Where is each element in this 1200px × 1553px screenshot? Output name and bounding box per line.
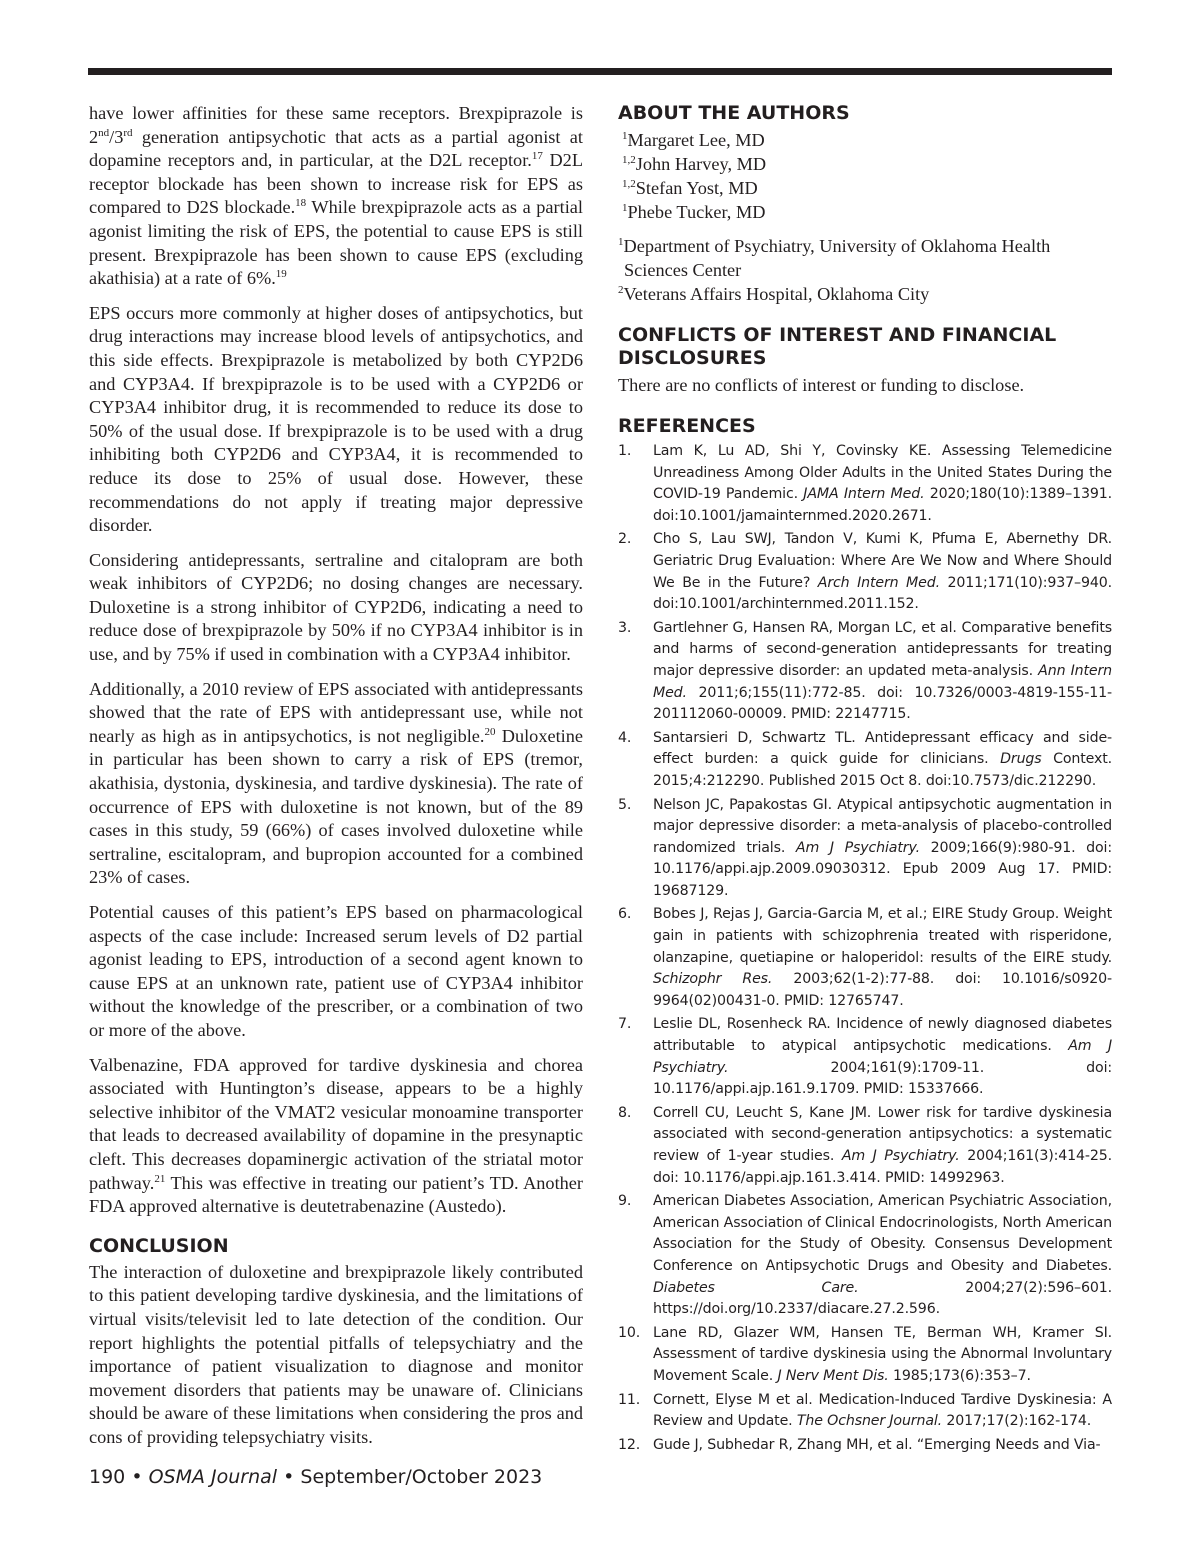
reference-number: 1. bbox=[618, 443, 632, 459]
text-run: Cho S, Lau SWJ, Tandon V, Kumi K, Pfuma E, Abernethy DR. Geriatric Drug Evaluation: Where Are We Now and Where Should We Be in the Future? bbox=[653, 531, 1112, 591]
affiliation-marker: 1 bbox=[622, 129, 628, 142]
text-run: 2004;27(2):596–601. https://doi.org/10.2337/diacare.27.2.596. bbox=[653, 1279, 1112, 1318]
text-run: Lane RD, Glazer WM, Hansen TE, Berman WH, Kramer SI. Assessment of tardive dyskinesia using the Abnormal Involuntary Movement Scale. bbox=[653, 1324, 1112, 1384]
journal-title: Am J Psychiatry. bbox=[841, 1148, 960, 1164]
citation-superscript: 20 bbox=[484, 725, 496, 738]
affiliation-text: Sciences Center bbox=[624, 260, 742, 280]
top-rule bbox=[88, 68, 1112, 75]
text-run: Leslie DL, Rosenheck RA. Incidence of newly diagnosed diabetes attributable to atypical antipsychotic medications. bbox=[653, 1016, 1112, 1055]
author-name: John Harvey, MD bbox=[635, 154, 767, 174]
reference-number: 5. bbox=[618, 796, 632, 813]
text-run: Lam K, Lu AD, Shi Y, Covinsky KE. Assessing Telemedicine Unreadiness Among Older Adults in the United States During the COVID-19 Pandemic. bbox=[653, 443, 1112, 503]
text-run: 2003;62(1-2):77-88. doi: 10.1016/s0920-9964(02)00431-0. PMID: 12765747. bbox=[653, 971, 1112, 1009]
conclusion-text: The interaction of duloxetine and brexpiprazole likely contributed to this patient developing tardive dyskinesia, and the limitations of virtual visits/televisit led to late detection of the condition. Our report highlights the potential pitfalls of telepsychiatry and the importance of patient visualization to diagnose and monitor movement disorders that patients may be unaware of. Clinicians should be aware of these limitations when considering the pros and cons of providing telepsychiatry visits. bbox=[89, 1261, 583, 1447]
reference-number: 10. bbox=[618, 1324, 641, 1341]
text-run: 1985;173(6):353–7. bbox=[888, 1367, 1031, 1384]
affiliation-entry bbox=[618, 282, 1112, 306]
text-run: Potential causes of this patient’s EPS based on pharmacological aspects of the case include: Increased serum levels of D2 partial agonist leading to EPS, introduction of a second agent known to cause EPS at an unknown rate, patient use of CYP3A4 inhibitor without the knowledge of the prescriber, or a combination of two or more of the above. bbox=[89, 902, 583, 1040]
text-run: Gartlehner G, Hansen RA, Morgan LC, et al. Comparative benefits and harms of second-generation antidepressants for treating major depressive disorder: an updated meta-analysis. bbox=[653, 619, 1112, 679]
affiliation-marker: 1 bbox=[622, 201, 628, 214]
text-run: 2011;171(10):937–940. doi:10.1001/archinternmed.2011.152. bbox=[653, 574, 1112, 613]
text-run: have lower affinities for these same receptors. Brexpiprazole is 2 bbox=[89, 103, 583, 147]
journal-title: Arch Intern Med. bbox=[817, 574, 940, 591]
text-run: 2009;166(9):980-91. doi: 10.1176/appi.ajp.2009.09030312. Epub 2009 Aug 17. PMID: 19687129. bbox=[653, 839, 1112, 899]
journal-title: Drugs bbox=[1000, 751, 1042, 768]
left-column bbox=[89, 102, 583, 1460]
reference-item bbox=[618, 1014, 1112, 1100]
body-paragraph bbox=[89, 549, 583, 667]
text-run: This was effective in treating our patient’s TD. Another FDA approved alternative is deutetrabenazine (Austedo). bbox=[89, 1172, 583, 1217]
text-run: Gude J, Subhedar R, Zhang MH, et al. “Emerging Needs and Via- bbox=[653, 1436, 1101, 1453]
author-name: Margaret Lee, MD bbox=[627, 130, 765, 150]
conclusion-heading: CONCLUSION bbox=[89, 1234, 229, 1257]
journal-title: The Ochsner Journal. bbox=[796, 1413, 943, 1430]
reference-item bbox=[618, 441, 1112, 527]
authors-list bbox=[618, 128, 1112, 224]
affiliation-entry bbox=[618, 234, 1112, 282]
journal-title: Ann Intern Med. bbox=[653, 662, 1112, 701]
body-paragraph bbox=[89, 302, 583, 538]
reference-item bbox=[618, 1390, 1112, 1433]
text-run: D2L receptor blockade has been shown to increase risk for EPS as compared to D2S blockade. bbox=[89, 150, 583, 218]
citation-superscript: rd bbox=[123, 126, 133, 139]
conflicts-heading: CONFLICTS OF INTEREST AND FINANCIAL DISCLOSURES bbox=[618, 324, 1057, 369]
text-run: 2017;17(2):162-174. bbox=[942, 1413, 1092, 1430]
body-paragraph bbox=[89, 678, 583, 890]
reference-item bbox=[618, 1103, 1112, 1189]
body-text bbox=[89, 102, 583, 1219]
reference-number: 2. bbox=[618, 531, 632, 548]
author-name: Phebe Tucker, MD bbox=[627, 202, 766, 222]
text-run: Context. 2015;4:212290. Published 2015 Oct 8. doi:10.7573/dic.212290. bbox=[653, 751, 1112, 789]
affiliations-list bbox=[618, 234, 1112, 306]
reference-number: 6. bbox=[618, 906, 632, 923]
page-footer bbox=[89, 1466, 542, 1488]
citation-superscript: 19 bbox=[275, 268, 287, 281]
reference-item bbox=[618, 529, 1112, 615]
text-run: Bobes J, Rejas J, Garcia-Garcia M, et al.; EIRE Study Group. Weight gain in patients with schizophrenia treated with risperidone, olanzapine, quetiapine or haloperidol: results of the EIRE study. bbox=[653, 906, 1112, 966]
reference-number: 7. bbox=[618, 1016, 632, 1033]
references-heading: REFERENCES bbox=[618, 415, 756, 437]
footer-separator-2: • bbox=[283, 1466, 295, 1488]
reference-number: 11. bbox=[618, 1391, 641, 1408]
affiliation-marker: 2 bbox=[618, 283, 624, 296]
reference-item bbox=[618, 904, 1112, 1012]
text-run: Cornett, Elyse M et al. Medication-Induced Tardive Dyskinesia: A Review and Update. bbox=[653, 1391, 1112, 1430]
text-run: Correll CU, Leucht S, Kane JM. Lower risk for tardive dyskinesia associated with second-generation antipsychotics: a systematic review of 1-year studies. bbox=[653, 1104, 1112, 1164]
text-run: /3 bbox=[109, 126, 124, 147]
journal-title: JAMA Intern Med. bbox=[803, 486, 925, 503]
right-column bbox=[618, 102, 1112, 1458]
affiliation-marker: 1 bbox=[618, 235, 624, 248]
page-number: 190 bbox=[89, 1466, 126, 1488]
journal-title: Schizophr Res. bbox=[653, 971, 773, 988]
reference-item bbox=[618, 1323, 1112, 1388]
author-entry bbox=[618, 176, 1112, 200]
affiliation-marker: 1,2 bbox=[622, 153, 636, 166]
citation-superscript: 21 bbox=[154, 1172, 166, 1185]
references-list bbox=[618, 441, 1112, 1456]
author-name: Stefan Yost, MD bbox=[635, 178, 758, 198]
issue-date: September/October 2023 bbox=[300, 1466, 543, 1488]
journal-title: Diabetes Care. bbox=[653, 1279, 859, 1296]
reference-number: 8. bbox=[618, 1104, 632, 1121]
author-entry bbox=[618, 152, 1112, 176]
reference-item bbox=[618, 728, 1112, 793]
text-run: generation antipsychotic that acts as a partial agonist at dopamine receptors and, in particular, at the D2L receptor. bbox=[89, 126, 583, 171]
affiliation-marker: 1,2 bbox=[622, 177, 636, 190]
reference-number: 4. bbox=[618, 729, 632, 746]
author-entry bbox=[618, 200, 1112, 224]
reference-item bbox=[618, 618, 1112, 726]
affiliation-text: Department of Psychiatry, University of Oklahoma Health bbox=[623, 236, 1051, 256]
text-run: Valbenazine, FDA approved for tardive dyskinesia and chorea associated with Huntington’s disease, appears to be a highly selective inhibitor of the VMAT2 vesicular monoamine transporter that leads to decreased availability of dopamine in the presynaptic cleft. This decreases dopaminergic activation of the striatal motor pathway. bbox=[89, 1054, 583, 1193]
reference-number: 9. bbox=[618, 1193, 632, 1210]
citation-superscript: 18 bbox=[295, 197, 307, 210]
text-run: 2011;6;155(11):772-85. doi: 10.7326/0003-4819-155-11-201112060-00009. PMID: 22147715. bbox=[653, 684, 1112, 723]
journal-title: J Nerv Ment Dis. bbox=[777, 1367, 889, 1384]
footer-separator: • bbox=[131, 1466, 143, 1488]
text-run: Considering antidepressants, sertraline and citalopram are both weak inhibitors of CYP2D6; no dosing changes are necessary. Duloxetine is a strong inhibitor of CYP2D6, indicating a need to reduce dose of brexpiprazole by 50% if no CYP3A4 inhibitor is in use, and by 75% if used in combination with a CYP3A4 inhibitor. bbox=[89, 549, 583, 665]
text-run: Santarsieri D, Schwartz TL. Antidepressant efficacy and side-effect burden: a quick guide for clinicians. bbox=[653, 729, 1112, 768]
author-entry bbox=[618, 128, 1112, 152]
text-run: Additionally, a 2010 review of EPS associated with antidepressants showed that the rate of EPS with antidepressant use, while not nearly as high as in antipsychotics, is not negligible. bbox=[89, 678, 583, 746]
conflicts-text: There are no conflicts of interest or funding to disclose. bbox=[618, 375, 1025, 395]
reference-item bbox=[618, 795, 1112, 903]
citation-superscript: nd bbox=[98, 126, 110, 139]
body-paragraph bbox=[89, 901, 583, 1043]
journal-title: Am J Psychiatry. bbox=[795, 839, 920, 856]
text-run: While brexpiprazole acts as a partial agonist limiting the risk of EPS, the potential to cause EPS is still present. Brexpiprazole has been shown to cause EPS (excluding akathisia) at a rate of 6%. bbox=[89, 197, 583, 289]
reference-number: 3. bbox=[618, 619, 632, 636]
text-run: American Diabetes Association, American Psychiatric Association, American Association of Clinical Endocrinologists, North American Association for the Study of Obesity. Consensus Development Conference on Antipsychotic Drugs and Obesity and Diabetes. bbox=[653, 1193, 1112, 1274]
text-run: EPS occurs more commonly at higher doses of antipsychotics, but drug interactions may increase blood levels of antipsychotics, and this side effects. Brexpiprazole is metabolized by both CYP2D6 and CYP3A4. If brexpiprazole is to be used with a CYP2D6 or CYP3A4 inhibitor drug, it is recommended to reduce its dose to 50% of the usual dose. If brexpiprazole is to be used with a drug inhibiting both CYP2D6 and CYP3A4, it is recommended to reduce its dose to 25% of usual dose. However, these recommendations do not apply if treating major depressive disorder. bbox=[89, 302, 583, 536]
text-run: Nelson JC, Papakostas GI. Atypical antipsychotic augmentation in major depressive disorder: a meta-analysis of placebo-controlled randomized trials. bbox=[653, 796, 1112, 856]
reference-item bbox=[618, 1191, 1112, 1321]
reference-item bbox=[618, 1435, 1112, 1457]
reference-number: 12. bbox=[618, 1436, 641, 1453]
journal-title: Am J Psychiatry. bbox=[653, 1038, 1113, 1076]
body-paragraph bbox=[89, 102, 583, 291]
body-paragraph bbox=[89, 1054, 583, 1219]
text-run: Duloxetine in particular has been shown to carry a risk of EPS (tremor, akathisia, dystonia, dyskinesia, and tardive dyskinesia). The rate of occurrence of EPS with duloxetine is not known, but of the 89 cases in this study, 59 (66%) of cases involved duloxetine while sertraline, escitalopram, and bupropion accounted for a combined 23% of cases. bbox=[89, 725, 583, 888]
text-run: 2004;161(9):1709-11. doi: 10.1176/appi.ajp.161.9.1709. PMID: 15337666. bbox=[653, 1059, 1112, 1098]
text-run: 2004;161(3):414-25. doi: 10.1176/appi.ajp.161.3.414. PMID: 14992963. bbox=[653, 1148, 1112, 1186]
text-run: 2020;180(10):1389–1391. doi:10.1001/jamainternmed.2020.2671. bbox=[653, 486, 1112, 524]
affiliation-text: Veterans Affairs Hospital, Oklahoma City bbox=[623, 284, 930, 304]
journal-name: OSMA Journal bbox=[148, 1466, 278, 1488]
citation-superscript: 17 bbox=[531, 150, 543, 163]
authors-heading: ABOUT THE AUTHORS bbox=[618, 102, 850, 124]
